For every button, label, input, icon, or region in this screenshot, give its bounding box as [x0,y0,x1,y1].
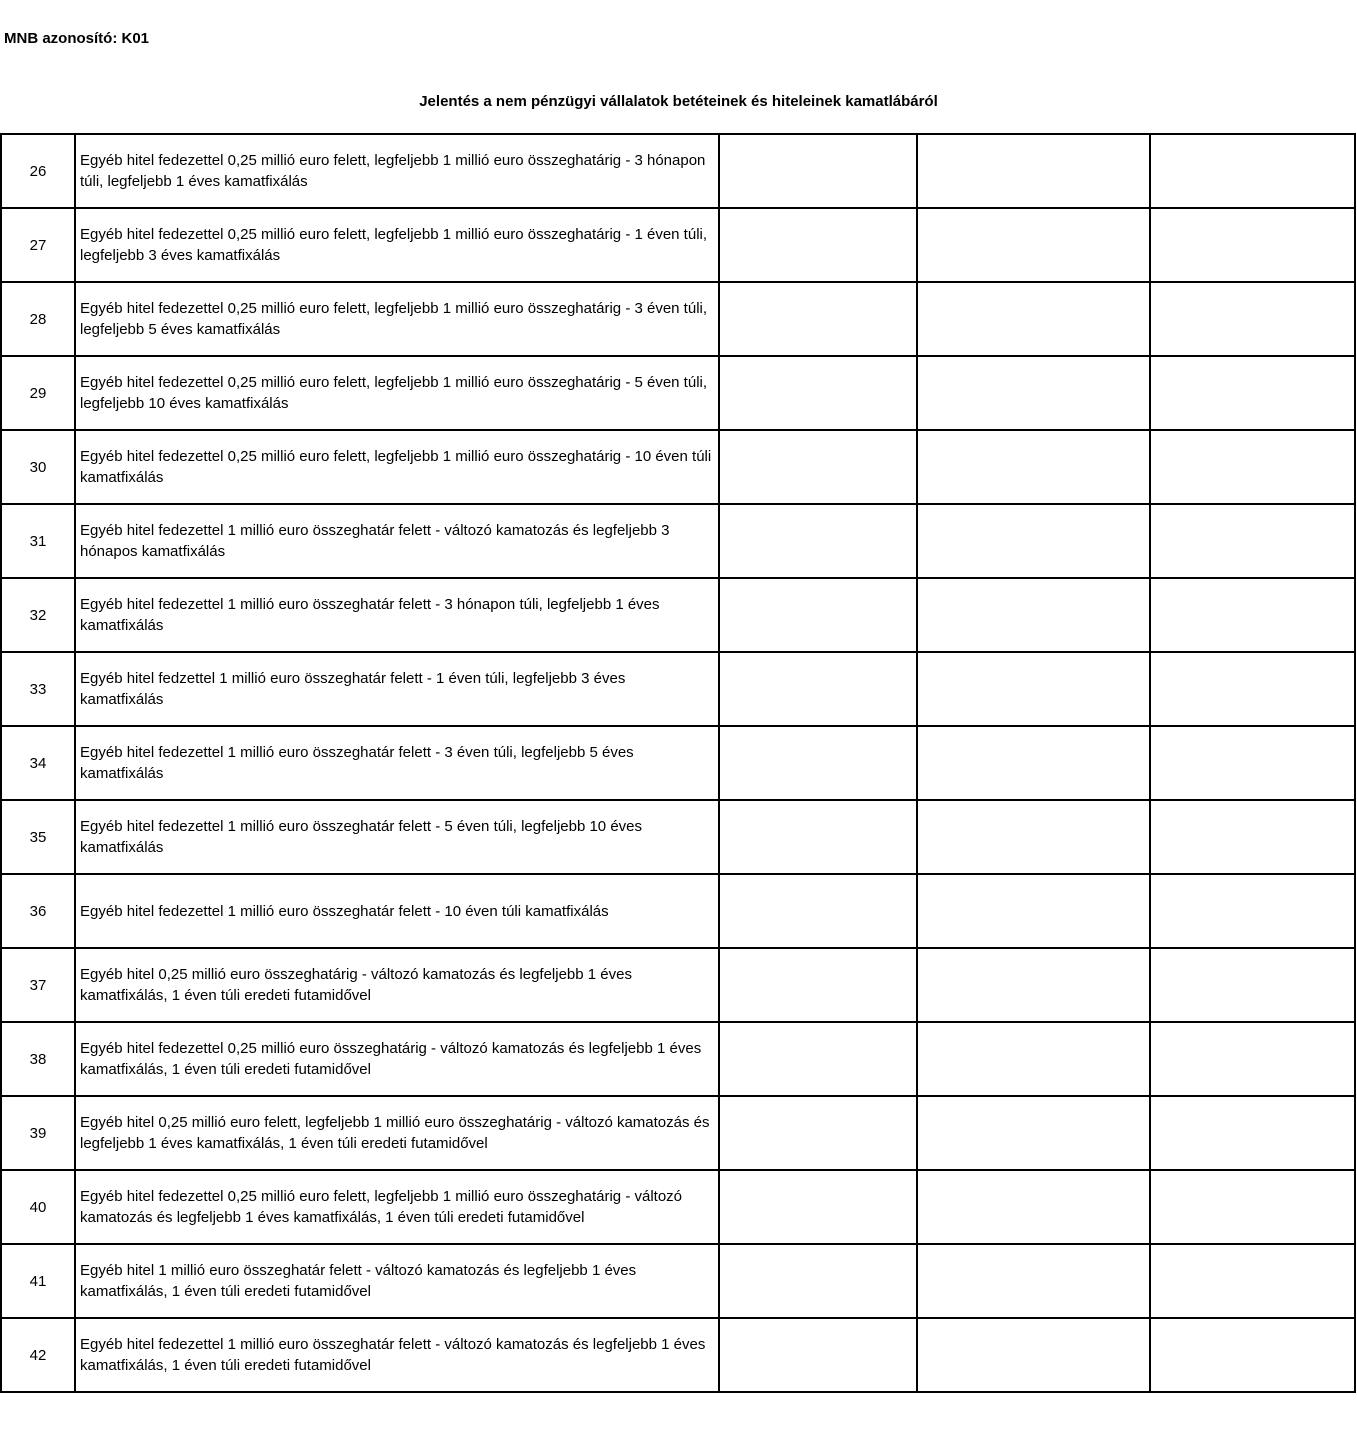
row-number: 27 [1,208,75,282]
row-description: Egyéb hitel fedezettel 0,25 millió euro felett, legfeljebb 1 millió euro összeghatárig - változó kamatozás és legfeljebb 1 éves kamatfixálás, 1 éven túli eredeti futamidővel [75,1170,719,1244]
row-number: 42 [1,1318,75,1392]
value-cell-2[interactable] [917,1244,1150,1318]
row-number: 30 [1,430,75,504]
value-cell-1[interactable] [719,1244,917,1318]
value-cell-2[interactable] [917,282,1150,356]
report-table [0,133,1356,1393]
value-cell-2[interactable] [917,208,1150,282]
row-number: 36 [1,874,75,948]
row-description: Egyéb hitel fedezettel 0,25 millió euro felett, legfeljebb 1 millió euro összeghatárig - 5 éven túli, legfeljebb 10 éves kamatfixálás [75,356,719,430]
row-number: 29 [1,356,75,430]
row-description: Egyéb hitel fedezettel 1 millió euro összeghatár felett - 10 éven túli kamatfixálás [75,874,719,948]
value-cell-3[interactable] [1150,282,1355,356]
value-cell-3[interactable] [1150,800,1355,874]
value-cell-3[interactable] [1150,578,1355,652]
value-cell-2[interactable] [917,948,1150,1022]
value-cell-3[interactable] [1150,1022,1355,1096]
value-cell-3[interactable] [1150,208,1355,282]
row-number: 33 [1,652,75,726]
value-cell-3[interactable] [1150,504,1355,578]
row-description: Egyéb hitel 1 millió euro összeghatár felett - változó kamatozás és legfeljebb 1 éves kamatfixálás, 1 éven túli eredeti futamidővel [75,1244,719,1318]
row-description: Egyéb hitel fedezettel 0,25 millió euro felett, legfeljebb 1 millió euro összeghatárig - 3 éven túli, legfeljebb 5 éves kamatfixálás [75,282,719,356]
value-cell-1[interactable] [719,948,917,1022]
row-description: Egyéb hitel fedezettel 1 millió euro összeghatár felett - változó kamatozás és legfeljebb 3 hónapos kamatfixálás [75,504,719,578]
table-row [1,874,1355,948]
mnb-identifier: MNB azonosító: K01 [4,30,150,47]
row-description: Egyéb hitel fedezettel 1 millió euro összeghatár felett - 5 éven túli, legfeljebb 10 éves kamatfixálás [75,800,719,874]
value-cell-3[interactable] [1150,1318,1355,1392]
value-cell-1[interactable] [719,356,917,430]
value-cell-1[interactable] [719,726,917,800]
value-cell-3[interactable] [1150,652,1355,726]
row-description: Egyéb hitel fedezettel 1 millió euro összeghatár felett - 3 hónapon túli, legfeljebb 1 éves kamatfixálás [75,578,719,652]
value-cell-3[interactable] [1150,948,1355,1022]
value-cell-3[interactable] [1150,874,1355,948]
value-cell-3[interactable] [1150,356,1355,430]
value-cell-2[interactable] [917,874,1150,948]
table-row [1,1244,1355,1318]
table-row [1,430,1355,504]
table-row [1,356,1355,430]
row-description: Egyéb hitel 0,25 millió euro összeghatárig - változó kamatozás és legfeljebb 1 éves kamatfixálás, 1 éven túli eredeti futamidővel [75,948,719,1022]
table-row [1,282,1355,356]
value-cell-1[interactable] [719,1170,917,1244]
value-cell-3[interactable] [1150,1096,1355,1170]
table-row [1,726,1355,800]
row-description: Egyéb hitel fedzettel 1 millió euro összeghatár felett - 1 éven túli, legfeljebb 3 éves kamatfixálás [75,652,719,726]
value-cell-2[interactable] [917,504,1150,578]
row-number: 28 [1,282,75,356]
row-number: 32 [1,578,75,652]
value-cell-1[interactable] [719,1318,917,1392]
value-cell-2[interactable] [917,356,1150,430]
table-row [1,1170,1355,1244]
value-cell-2[interactable] [917,134,1150,208]
value-cell-2[interactable] [917,1318,1150,1392]
report-title: Jelentés a nem pénzügyi vállalatok betéteinek és hiteleinek kamatlábáról [419,93,938,110]
table-row [1,1318,1355,1392]
value-cell-2[interactable] [917,652,1150,726]
table-row [1,208,1355,282]
value-cell-1[interactable] [719,874,917,948]
table-row [1,134,1355,208]
value-cell-1[interactable] [719,134,917,208]
row-number: 39 [1,1096,75,1170]
value-cell-2[interactable] [917,578,1150,652]
value-cell-1[interactable] [719,800,917,874]
row-number: 41 [1,1244,75,1318]
value-cell-2[interactable] [917,1096,1150,1170]
table-row [1,1096,1355,1170]
value-cell-1[interactable] [719,208,917,282]
value-cell-3[interactable] [1150,430,1355,504]
row-description: Egyéb hitel 0,25 millió euro felett, legfeljebb 1 millió euro összeghatárig - változó kamatozás és legfeljebb 1 éves kamatfixálás, 1 éven túli eredeti futamidővel [75,1096,719,1170]
table-row [1,1022,1355,1096]
value-cell-3[interactable] [1150,1170,1355,1244]
value-cell-2[interactable] [917,800,1150,874]
row-number: 40 [1,1170,75,1244]
value-cell-1[interactable] [719,504,917,578]
value-cell-1[interactable] [719,282,917,356]
row-description: Egyéb hitel fedezettel 1 millió euro összeghatár felett - 3 éven túli, legfeljebb 5 éves kamatfixálás [75,726,719,800]
row-number: 38 [1,1022,75,1096]
row-number: 35 [1,800,75,874]
value-cell-1[interactable] [719,652,917,726]
row-number: 34 [1,726,75,800]
value-cell-1[interactable] [719,1022,917,1096]
row-description: Egyéb hitel fedezettel 0,25 millió euro összeghatárig - változó kamatozás és legfeljebb 1 éves kamatfixálás, 1 éven túli eredeti futamidővel [75,1022,719,1096]
report-table-body [1,134,1355,1392]
value-cell-1[interactable] [719,430,917,504]
value-cell-3[interactable] [1150,1244,1355,1318]
value-cell-2[interactable] [917,726,1150,800]
value-cell-2[interactable] [917,1022,1150,1096]
value-cell-3[interactable] [1150,134,1355,208]
row-number: 26 [1,134,75,208]
row-number: 31 [1,504,75,578]
table-row [1,578,1355,652]
value-cell-1[interactable] [719,578,917,652]
table-row [1,652,1355,726]
row-description: Egyéb hitel fedezettel 0,25 millió euro felett, legfeljebb 1 millió euro összeghatárig - 1 éven túli, legfeljebb 3 éves kamatfixálás [75,208,719,282]
row-description: Egyéb hitel fedezettel 1 millió euro összeghatár felett - változó kamatozás és legfeljebb 1 éves kamatfixálás, 1 éven túli eredeti futamidővel [75,1318,719,1392]
value-cell-3[interactable] [1150,726,1355,800]
row-description: Egyéb hitel fedezettel 0,25 millió euro felett, legfeljebb 1 millió euro összeghatárig - 3 hónapon túli, legfeljebb 1 éves kamatfixálás [75,134,719,208]
value-cell-2[interactable] [917,430,1150,504]
table-row [1,800,1355,874]
value-cell-1[interactable] [719,1096,917,1170]
value-cell-2[interactable] [917,1170,1150,1244]
row-number: 37 [1,948,75,1022]
table-row [1,504,1355,578]
row-description: Egyéb hitel fedezettel 0,25 millió euro felett, legfeljebb 1 millió euro összeghatárig - 10 éven túli kamatfixálás [75,430,719,504]
table-row [1,948,1355,1022]
